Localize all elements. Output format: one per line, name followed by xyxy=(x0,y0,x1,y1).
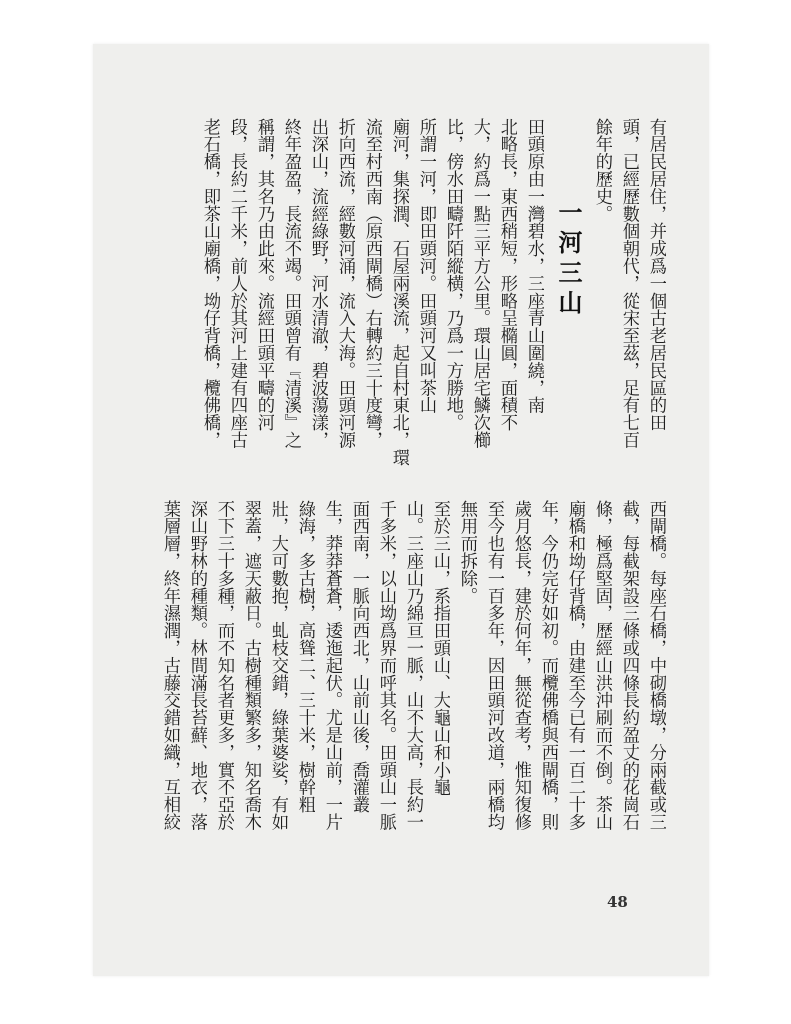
text-line: 流至村西南（原西閘橋）右轉約三十度彎， xyxy=(362,118,382,449)
text-line: 老石橋，即茶山廟橋，坳仔背橋，欖佛橋， xyxy=(200,118,220,449)
text-line: 深山野林的種類。林間滿長苔蘚、地衣，落 xyxy=(187,500,207,831)
text-line: 北略長，東西稍短，形略呈橢圓，面積不 xyxy=(497,118,517,432)
text-line: 壯，大可數抱，虬枝交錯，綠葉婆娑，有如 xyxy=(268,500,288,831)
text-line: 段，長約二千米，前人於其河上建有四座古 xyxy=(227,118,247,449)
text-line: 終年盈盈，長流不竭。田頭曾有『清溪』之 xyxy=(281,118,301,449)
text-line: 廟河，集探潤、石屋兩溪流，起自村東北，環 xyxy=(389,118,409,466)
text-line: 至今也有一百多年，因田頭河改道，兩橋均 xyxy=(484,500,504,831)
text-line: 翠蓋，遮天蔽日。古樹種類繁多，知名喬木 xyxy=(241,500,261,831)
text-line: 年，今仍完好如初。而欖佛橋與西閘橋，則 xyxy=(538,500,558,831)
text-block-bottom xyxy=(140,500,666,892)
text-line: 面西南，一脈向西北，山前山後，喬灌叢 xyxy=(349,500,369,814)
text-line: 山。三座山乃綿亘一脈，山不大高，長約一 xyxy=(403,500,423,831)
text-line: 歲月悠長，建於何年，無從查考，惟知復修 xyxy=(511,500,531,831)
text-line: 無用而拆除。 xyxy=(457,500,477,605)
text-line: 至於三山，系指田頭山、大龜山和小龜 xyxy=(430,500,450,796)
text-block-top xyxy=(140,118,666,470)
text-line: 比，傍水田疇阡陌縱横，乃爲一方勝地。 xyxy=(443,118,463,432)
text-line: 廟橋和坳仔背橋，由建至今已有一百二十多 xyxy=(565,500,585,831)
section-title: 一河三山 xyxy=(554,200,582,320)
text-line: 截，每截架設三條或四條長約盈丈的花崗石 xyxy=(619,500,639,831)
text-line: 千多米，以山坳爲界而呼其名。田頭山一脈 xyxy=(376,500,396,831)
page-number: 48 xyxy=(607,893,628,911)
text-line: 葉層層，終年濕潤，古藤交錯如織，互相絞 xyxy=(160,500,180,831)
text-line: 綠海，多古樹，高聳二、三十米，樹幹粗 xyxy=(295,500,315,814)
text-line: 大，約爲一點三平方公里。環山居宅鱗次櫛 xyxy=(470,118,490,449)
text-line: 稱謂，其名乃由此來。流經田頭平疇的河 xyxy=(254,118,274,432)
text-line: 所謂一河，即田頭河。田頭河又叫茶山 xyxy=(416,118,436,414)
text-line: 折向西流，經數河涌，流入大海。田頭河源 xyxy=(335,118,355,449)
text-line: 餘年的歷史。 xyxy=(592,118,612,223)
text-line: 出深山，流經綠野，河水清澈，碧波蕩漾， xyxy=(308,118,328,449)
text-line: 不下三十多種，而不知名者更多，實不亞於 xyxy=(214,500,234,831)
text-line: 條，極爲堅固，歷經山洪沖刷而不倒。茶山 xyxy=(592,500,612,831)
text-line: 頭，已經歷數個朝代，從宋至茲，足有七百 xyxy=(619,118,639,449)
text-line: 生，莽莽蒼蒼，逶迤起伏。尤是山前，一片 xyxy=(322,500,342,831)
text-line: 田頭原由一灣碧水，三座青山圍繞，南 xyxy=(524,118,544,414)
text-line: 西閘橋。每座石橋，中砌橋墩，分兩截或三 xyxy=(646,500,666,831)
text-line: 有居民居住，并成爲一個古老居民區的田 xyxy=(646,118,666,432)
